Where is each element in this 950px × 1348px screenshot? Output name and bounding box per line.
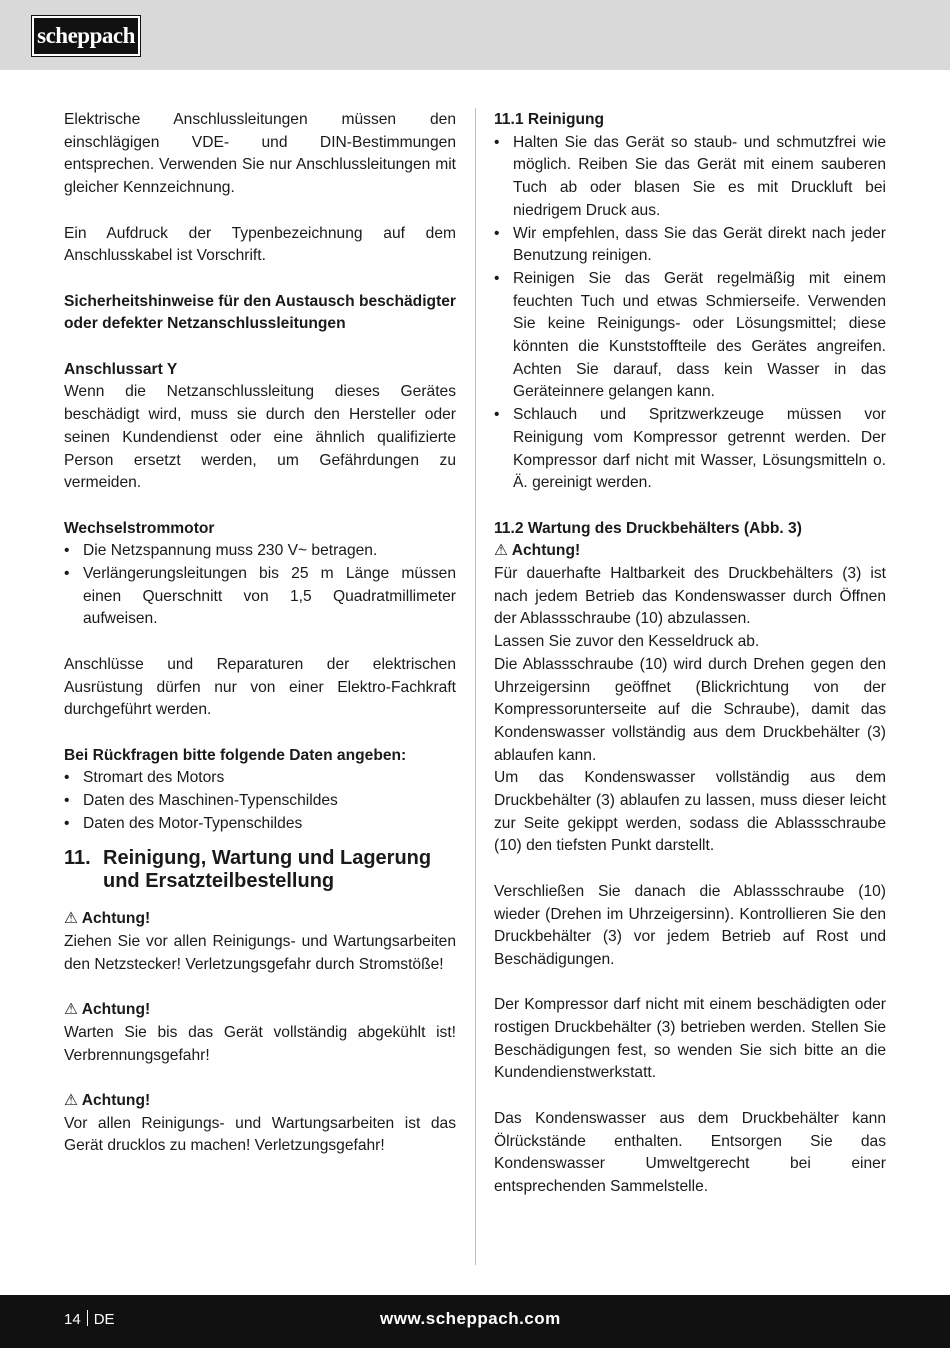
heading-cleaning: 11.1 Reinigung [494,111,605,128]
paragraph-cable-rules: Elektrische Anschlussleitungen müssen den einschlägigen VDE- und DIN-Bestimmungen entsprechen. Verwenden Sie nur Anschlussleitungen mit gleicher Kennzeichnung. [64,111,456,197]
warning-text: Ziehen Sie vor allen Reinigungs- und Wartungsarbeiten den Netzstecker! Verletzungsgefahr durch Stromstöße! [64,933,456,973]
list-item: • Schlauch und Spritzwerkzeuge müssen vor Reinigung vom Kompressor getrennt werden. Der Kompressor darf nicht mit Wasser, Lösungsmitteln o. Ä. gereinigt werden. [494,404,886,495]
paragraph-type-print: Ein Aufdruck der Typenbezeichnung auf dem Anschlusskabel ist Vorschrift. [64,224,456,265]
heading-connection-type: Anschlussart Y [64,360,178,378]
cleaning-list [494,132,886,495]
warning-heading: ⚠ Achtung! [64,1092,151,1109]
page-number: 14 DE [64,1311,115,1328]
warning-heading: ⚠ Achtung! [64,910,151,928]
section-title: Reinigung, Wartung und Lagerung und Ersatzteilbestellung [103,847,432,892]
page-footer [0,1295,950,1348]
query-list [64,767,456,835]
brand-logo: scheppach [32,16,140,56]
warning-text: Warten Sie bis das Gerät vollständig abgekühlt ist! Verbrennungsgefahr! [64,1023,456,1064]
warning-text: Vor allen Reinigungs- und Wartungsarbeiten ist das Gerät drucklos zu machen! Verletzungsgefahr! [64,1114,456,1155]
paragraph-tank-5: Verschließen Sie danach die Ablassschraube (10) wieder (Drehen im Uhrzeigersinn). Kontrollieren Sie den Druckbehälter (3) vor jedem Betrieb auf Rost und Beschädigungen. [494,882,886,968]
warning-triangle-icon: ⚠ [64,1001,78,1019]
list-item: • Reinigen Sie das Gerät regelmäßig mit einem feuchten Tuch und etwas Schmierseife. Verwenden Sie keine Reinigungs- oder Lösungsmittel; diese könnten die Kunststoffteile des Gerätes angreifen. Achten Sie darauf, dass kein Wasser in das Geräteinnere gelangen kann. [494,268,886,404]
paragraph-tank-2: Lassen Sie zuvor den Kesseldruck ab. [494,633,760,651]
heading-queries: Bei Rückfragen bitte folgende Daten angeben: [64,746,407,764]
paragraph-tank-3: Die Ablassschraube (10) wird durch Drehen gegen den Uhrzeigersinn geöffnet (Blickrichtung von der Kompressorunterseite auf die Schraube), damit das Kondenswasser vollständig aus dem Druckbehälter (3) ablaufen kann. [494,655,886,764]
paragraph-tank-4: Um das Kondenswasser vollständig aus dem Druckbehälter (3) ablaufen zu lassen, muss dieser leicht zur Seite gekippt werden, sodass die Ablassschraube (10) den tiefsten Punkt darstellt. [494,769,886,855]
column-divider [475,108,476,1265]
list-item: • Daten des Motor-Typenschildes [64,813,456,836]
paragraph-tank-1: Für dauerhafte Haltbarkeit des Druckbehälters (3) ist nach jedem Betrieb das Kondenswasser durch Öffnen der Ablassschraube (10) abzulassen. [494,565,886,628]
left-column [64,109,456,1158]
list-item: • Daten des Maschinen-Typenschildes [64,790,456,813]
section-heading [64,847,456,892]
paragraph-connection: Wenn die Netzanschlussleitung dieses Gerätes beschädigt wird, muss sie durch den Hersteller oder seinen Kundendienst oder eine ähnlich qualifizierte Person ersetzt werden, um Gefährdungen zu vermeiden. [64,383,456,492]
warning-triangle-icon: ⚠ [64,910,78,928]
list-item: • Halten Sie das Gerät so staub- und schmutzfrei wie möglich. Reiben Sie das Gerät mit einem sauberen Tuch ab oder blasen Sie es mit Druckluft bei niedrigem Druck aus. [494,132,886,223]
list-item: • Wir empfehlen, dass Sie das Gerät direkt nach jeder Benutzung reinigen. [494,223,886,268]
warning-triangle-icon: ⚠ [64,1092,78,1109]
motor-list [64,540,456,631]
list-item: • Verlängerungsleitungen bis 25 m Länge müssen einen Querschnitt von 1,5 Quadratmillimeter aufweisen. [64,563,456,631]
warning-triangle-icon: ⚠ [494,542,508,560]
website-link[interactable]: www.scheppach.com [380,1309,561,1328]
warning-heading: ⚠ Achtung! [64,1001,151,1019]
paragraph-tank-7: Das Kondenswasser aus dem Druckbehälter kann Ölrückstände enthalten. Entsorgen Sie das Kondenswasser Umweltgerecht bei einer entsprechenden Sammelstelle. [494,1109,886,1195]
heading-tank-maintenance: 11.2 Wartung des Druckbehälters (Abb. 3) [494,519,802,537]
page-header [0,0,950,70]
paragraph-repairs: Anschlüsse und Reparaturen der elektrischen Ausrüstung dürfen nur von einer Elektro-Fachkraft durchgeführt werden. [64,655,456,719]
paragraph-tank-6: Der Kompressor darf nicht mit einem beschädigten oder rostigen Druckbehälter (3) betrieben werden. Stellen Sie Beschädigungen fest, so wenden Sie sich bitte an die Kundendienstwerkstatt. [494,996,886,1082]
warning-heading: ⚠ Achtung! [494,542,581,560]
language-code: DE [93,1311,115,1328]
heading-ac-motor: Wechselstrommotor [64,519,215,537]
list-item: • Die Netzspannung muss 230 V~ betragen. [64,540,456,563]
heading-safety-replacement: Sicherheitshinweise für den Austausch beschädigter oder defekter Netzanschlussleitungen [64,292,456,333]
section-number: 11. [64,847,91,870]
list-item: • Stromart des Motors [64,767,456,790]
right-column [494,109,886,1199]
